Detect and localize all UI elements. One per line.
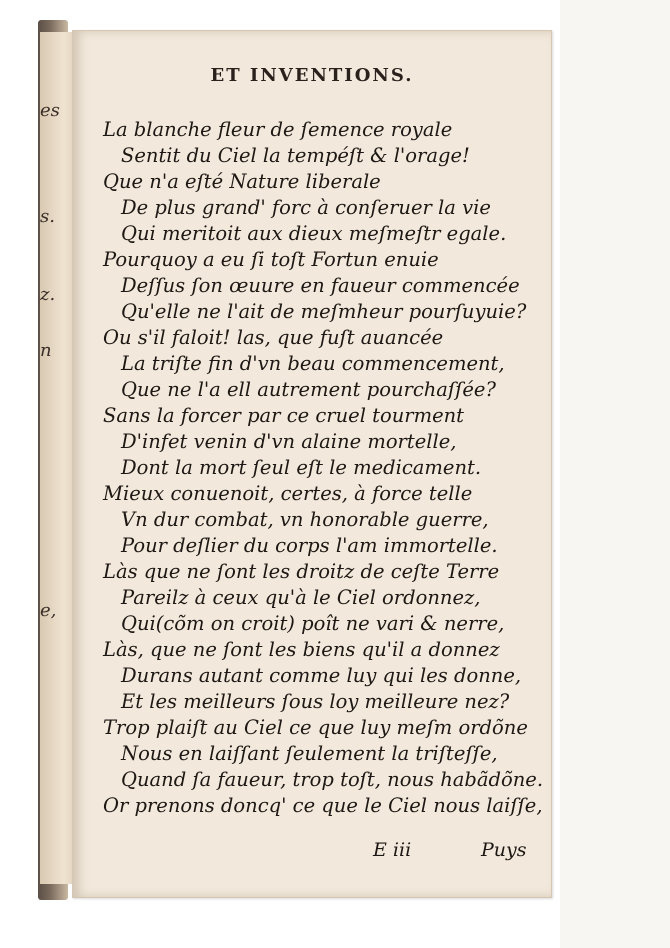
- poem-line: Qui(cõm on croit) poît ne vari & nerre,: [121, 612, 505, 635]
- poem-line: La triſte fin d'vn beau commencement,: [121, 352, 505, 375]
- poem-line: Pour deſlier du corps l'am immortelle.: [121, 534, 498, 557]
- poem-line: Durans autant comme luy qui les donne,: [121, 664, 522, 687]
- book-page: [72, 30, 552, 898]
- poem-line: Et les meilleurs ſous loy meilleure nez?: [121, 690, 510, 713]
- signature-mark: E iii: [373, 839, 412, 861]
- left-margin-fragment: z.: [40, 284, 56, 305]
- poem-line: Deſſus ſon œuure en faueur commencée: [121, 274, 520, 297]
- poem-line: Trop plaiſt au Ciel ce que luy meſm ordõne: [103, 716, 528, 739]
- poem-line: La blanche fleur de ſemence royale: [103, 118, 453, 141]
- background-right: [560, 0, 670, 948]
- poem-line: Qui meritoit aux dieux meſmeſtr egale.: [121, 222, 507, 245]
- poem-line: Vn dur combat, vn honorable guerre,: [121, 508, 489, 531]
- poem-line: Nous en laiſſant ſeulement la triſteſſe,: [121, 742, 498, 765]
- left-margin-fragment: es: [40, 100, 60, 121]
- poem-line: Pareilz à ceux qu'à le Ciel ordonnez,: [121, 586, 481, 609]
- poem-line: Quand ſa faueur, trop toſt, nous habãdõne.: [121, 768, 544, 791]
- left-margin-fragment: e,: [40, 600, 57, 621]
- poem-line: Or prenons doncq' ce que le Ciel nous laiſſe,: [103, 794, 543, 817]
- poem-line: D'infet venin d'vn alaine mortelle,: [121, 430, 457, 453]
- poem-line: Làs que ne ſont les droitz de ceſte Terre: [103, 560, 500, 583]
- running-head: ET INVENTIONS.: [210, 65, 414, 86]
- poem-line: Mieux conuenoit, certes, à force telle: [103, 482, 473, 505]
- poem-line: Làs, que ne ſont les biens qu'il a donnez: [103, 638, 500, 661]
- catchword: Puys: [481, 839, 527, 861]
- poem-line: Que ne l'a ell autrement pourchaſſée?: [121, 378, 496, 401]
- poem-line: Sentit du Ciel la tempéſt & l'orage!: [121, 144, 470, 167]
- poem-line: Pourquoy a eu ſi toſt Fortun enuie: [103, 248, 439, 271]
- previous-page-edge: [40, 32, 75, 884]
- poem-line: Que n'a eſté Nature liberale: [103, 170, 381, 193]
- left-margin-fragment: n: [40, 340, 52, 361]
- poem-line: Ou s'il faloit! las, que fuſt auancée: [103, 326, 444, 349]
- poem-line: Qu'elle ne l'ait de meſmheur pourſuyuie?: [121, 300, 527, 323]
- left-margin-fragment: s.: [40, 206, 55, 227]
- poem-line: Sans la forcer par ce cruel tourment: [103, 404, 465, 427]
- poem-line: Dont la mort ſeul eſt le medicament.: [121, 456, 482, 479]
- poem-line: De plus grand' forc à conſeruer la vie: [121, 196, 491, 219]
